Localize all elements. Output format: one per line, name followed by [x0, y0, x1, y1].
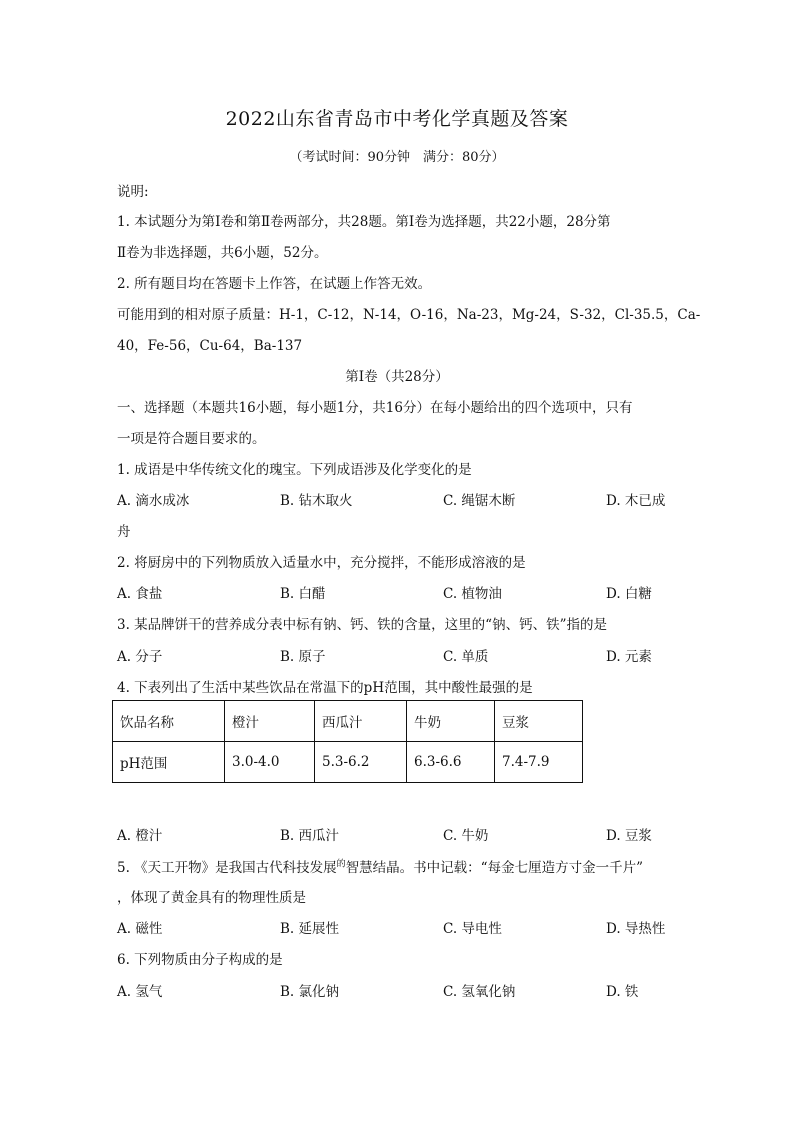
option-c: C. 导电性	[443, 921, 502, 937]
intro-line: Ⅱ卷为非选择题，共6小题，52分。	[117, 245, 328, 261]
atomic-mass-line: 40，Fe-56，Cu-64，Ba-137	[117, 338, 303, 354]
table-cell: 5.3-6.2	[315, 742, 407, 783]
table-header-cell: 饮品名称	[113, 701, 225, 742]
option-c: C. 氢氧化钠	[443, 984, 516, 1000]
question-stem: 1. 成语是中华传统文化的瑰宝。下列成语涉及化学变化的是	[117, 462, 472, 478]
table-header-cell: 橙汁	[225, 701, 315, 742]
table-row	[113, 701, 583, 742]
table-header-cell: 豆浆	[495, 701, 583, 742]
option-c: C. 牛奶	[443, 828, 489, 844]
option-d: D. 白糖	[606, 586, 652, 602]
question-stem-cont: ，体现了黄金具有的物理性质是	[117, 890, 306, 906]
option-b: B. 氯化钠	[280, 984, 340, 1000]
option-b: B. 白醋	[280, 586, 326, 602]
option-b: B. 延展性	[280, 921, 340, 937]
option-d: D. 木已成	[606, 493, 666, 509]
section-title: 第I卷（共28分）	[345, 369, 449, 385]
option-wrap: 舟	[117, 524, 131, 540]
table-header-cell: 西瓜汁	[315, 701, 407, 742]
page-title: 2022山东省青岛市中考化学真题及答案	[225, 108, 569, 130]
section-desc: 一项是符合题目要求的。	[117, 431, 266, 447]
question-stem: 2. 将厨房中的下列物质放入适量水中，充分搅拌，不能形成溶液的是	[117, 555, 526, 571]
table-cell: 3.0-4.0	[225, 742, 315, 783]
intro-line: 2. 所有题目均在答题卡上作答，在试题上作答无效。	[117, 276, 432, 292]
option-b: B. 原子	[280, 649, 326, 665]
option-c: C. 植物油	[443, 586, 502, 602]
option-d: D. 豆浆	[606, 828, 652, 844]
option-a: A. 滴水成冰	[117, 493, 190, 509]
question-stem: 4. 下表列出了生活中某些饮品在常温下的pH范围，其中酸性最强的是	[117, 680, 533, 696]
option-a: A. 食盐	[117, 586, 163, 602]
section-desc: 一、选择题（本题共16小题，每小题1分，共16分）在每小题给出的四个选项中，只有	[117, 400, 633, 416]
exam-info: （考试时间：90分钟 满分：80分）	[289, 150, 505, 165]
intro-heading: 说明:	[117, 184, 149, 200]
option-d: D. 铁	[606, 984, 639, 1000]
option-b: B. 西瓜汁	[280, 828, 340, 844]
table-row	[113, 742, 583, 783]
option-a: A. 磁性	[117, 921, 163, 937]
ph-table	[112, 700, 583, 783]
table-header-cell: 牛奶	[407, 701, 495, 742]
table-cell: pH范围	[113, 742, 225, 783]
table-cell: 7.4-7.9	[495, 742, 583, 783]
option-a: A. 氢气	[117, 984, 163, 1000]
option-d: D. 导热性	[606, 921, 666, 937]
stem-part: 5. 《天工开物》是我国古代科技发展	[117, 860, 337, 876]
stem-part: 智慧结晶。书中记载：“每金七厘造方寸金一千片”	[345, 860, 643, 876]
option-a: A. 橙汁	[117, 828, 163, 844]
question-stem: 6. 下列物质由分子构成的是	[117, 952, 283, 968]
question-stem: 3. 某品牌饼干的营养成分表中标有钠、钙、铁的含量，这里的“钠、钙、铁”指的是	[117, 617, 607, 633]
option-c: C. 单质	[443, 649, 489, 665]
option-d: D. 元素	[606, 649, 652, 665]
stem-sup: 的	[336, 859, 346, 870]
atomic-mass-line: 可能用到的相对原子质量：H-1，C-12，N-14，O-16，Na-23，Mg-24，S-32，Cl-35.5，Ca-	[117, 307, 701, 323]
question-stem	[117, 856, 643, 876]
intro-line: 1. 本试题分为第I卷和第Ⅱ卷两部分，共28题。第I卷为选择题，共22小题，28分第	[117, 214, 611, 230]
option-a: A. 分子	[117, 649, 163, 665]
option-c: C. 绳锯木断	[443, 493, 516, 509]
table-cell: 6.3-6.6	[407, 742, 495, 783]
option-b: B. 钻木取火	[280, 493, 353, 509]
